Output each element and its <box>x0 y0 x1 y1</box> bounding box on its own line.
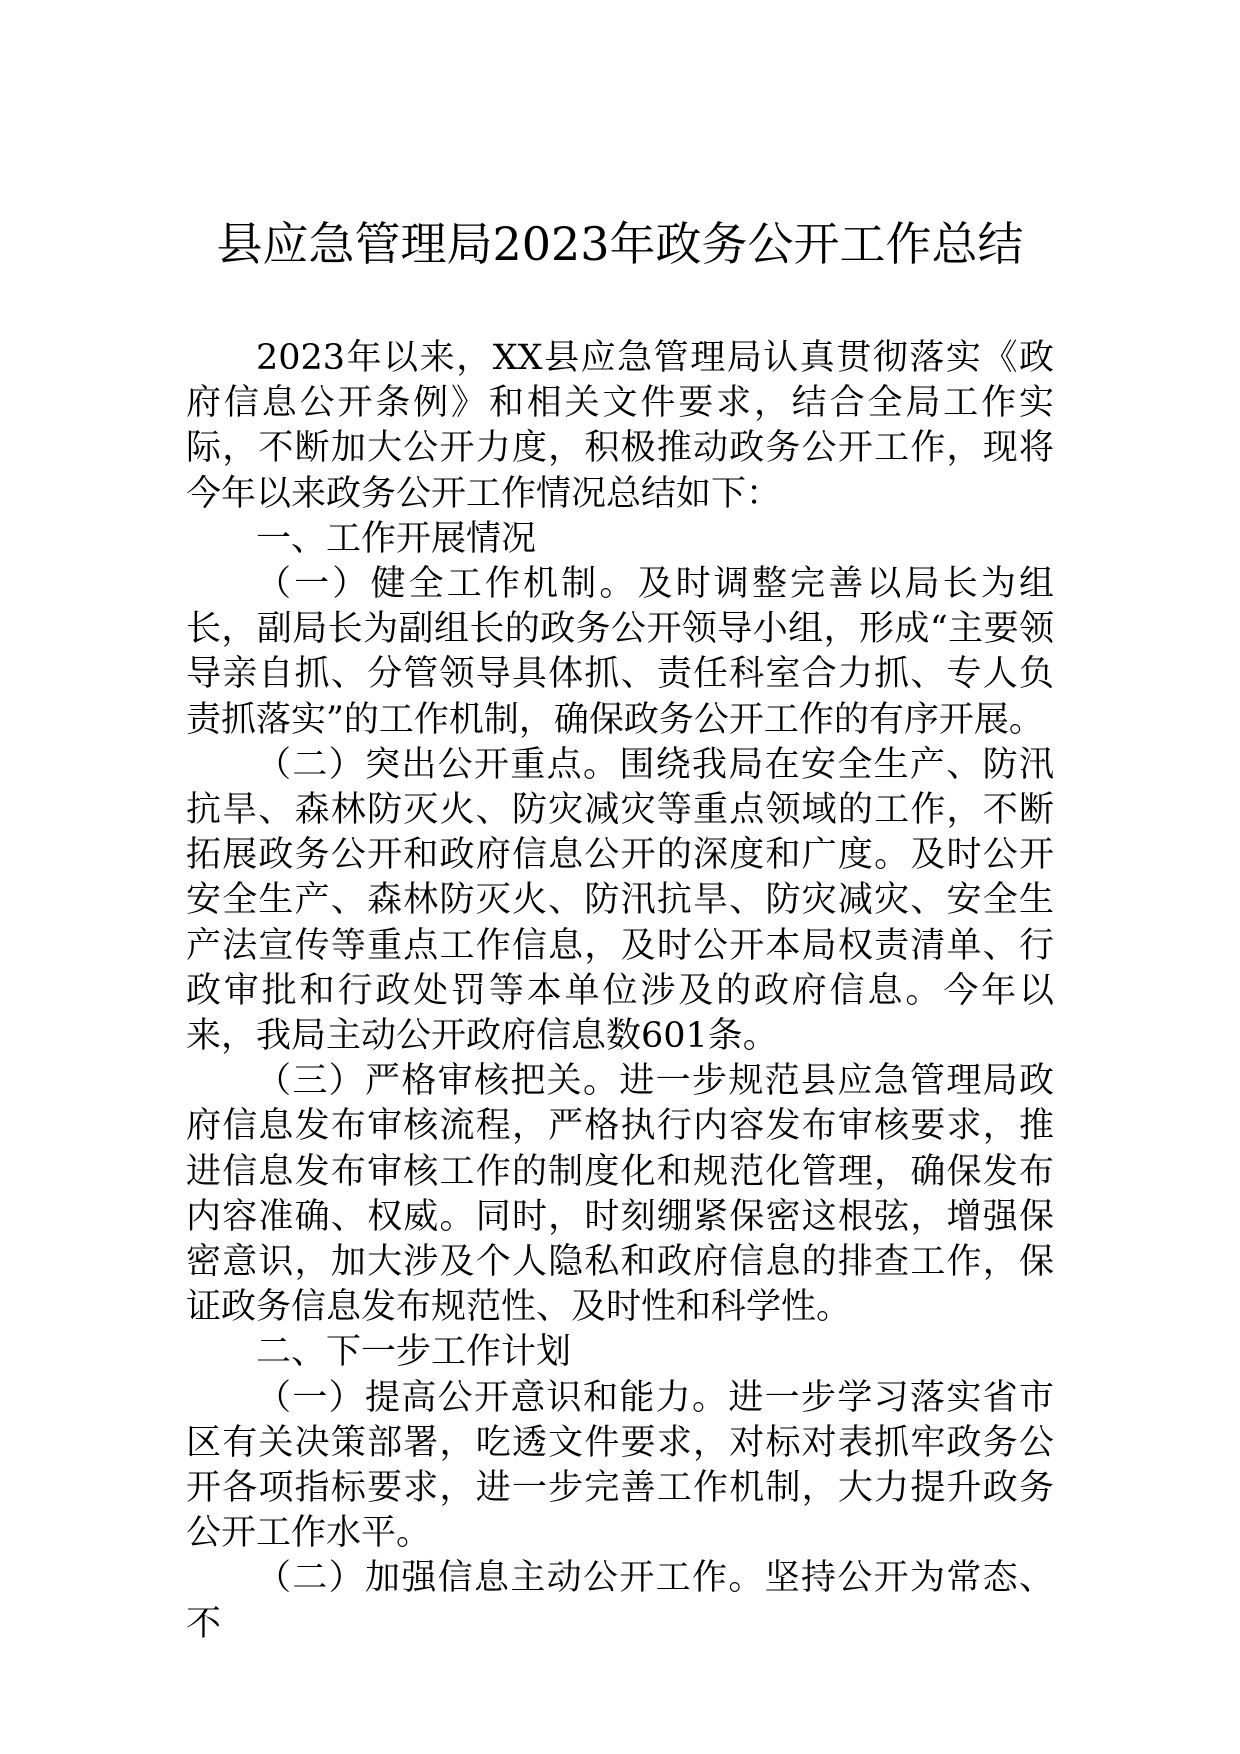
document-body <box>186 336 1054 1647</box>
paragraph-improve-awareness: （一）提高公开意识和能力。进一步学习落实省市区有关决策部署，吃透文件要求，对标对表抓牢政务公开各项指标要求，进一步完善工作机制，大力提升政务公开工作水平。 <box>186 1377 1054 1554</box>
section-heading-work-status: 一、工作开展情况 <box>256 518 537 559</box>
intro-paragraph: 2023年以来，XX县应急管理局认真贯彻落实《政府信息公开条例》和相关文件要求，结合全局工作实际，不断加大公开力度，积极推动政务公开工作，现将今年以来政务公开工作情况总结如下： <box>186 338 1054 514</box>
paragraph-key-disclosure: （二）突出公开重点。围绕我局在安全生产、防汛抗旱、森林防灭火、防灾减灾等重点领域的工作，不断拓展政务公开和政府信息公开的深度和广度。及时公开安全生产、森林防灭火、防汛抗旱、防灾减灾、安全生产法宣传等重点工作信息，及时公开本局权责清单、行政审批和行政处罚等本单位涉及的政府信息。今年以来，我局主动公开政府信息数601条。 <box>186 744 1054 1057</box>
paragraph-strict-review: （三）严格审核把关。进一步规范县应急管理局政府信息发布审核流程，严格执行内容发布审核要求，推进信息发布审核工作的制度化和规范化管理，确保发布内容准确、权威。同时，时刻绷紧保密这根弦，增强保密意识，加大涉及个人隐私和政府信息的排查工作，保证政务信息发布规范性、及时性和科学性。 <box>186 1061 1054 1328</box>
section-heading-next-plan: 二、下一步工作计划 <box>256 1332 572 1373</box>
document-title: 县应急管理局2023年政务公开工作总结 <box>216 217 1024 271</box>
paragraph-work-mechanism: （一）健全工作机制。及时调整完善以局长为组长，副局长为副组长的政务公开领导小组，形成“主要领导亲自抓、分管领导具体抓、责任科室合力抓、专人负责抓落实”的工作机制，确保政务公开工作的有序开展。 <box>186 564 1054 740</box>
paragraph-active-disclosure: （二）加强信息主动公开工作。坚持公开为常态、不 <box>186 1558 1054 1644</box>
